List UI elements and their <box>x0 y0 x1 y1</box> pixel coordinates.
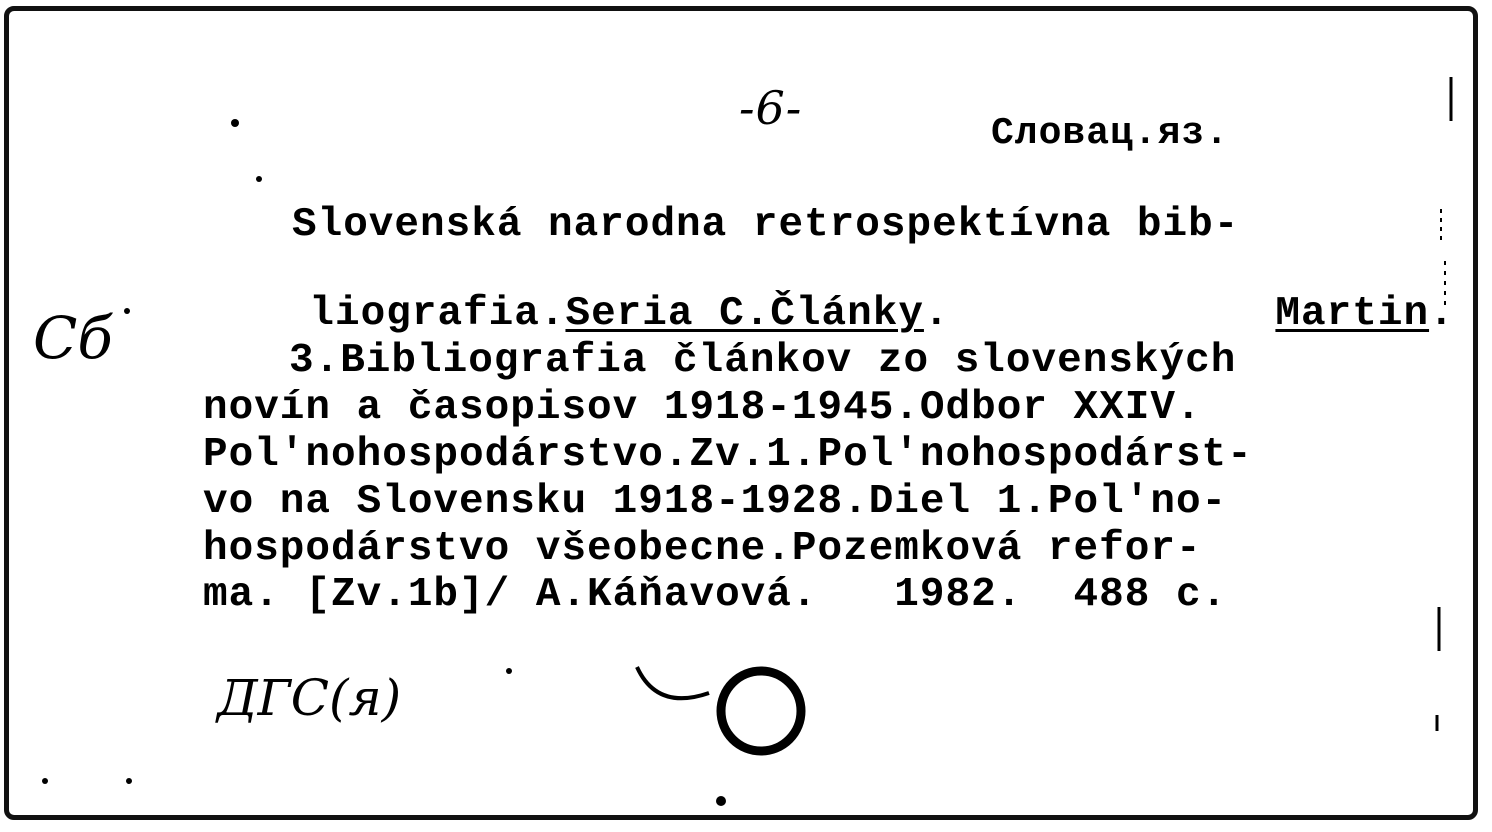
ink-dot <box>124 308 130 314</box>
card-marks <box>9 11 1473 815</box>
entry1-dot: . <box>923 291 950 337</box>
ink-dot <box>126 778 132 784</box>
handwritten-margin-mark: Cб <box>33 304 113 372</box>
entry2-line5: hospodárstvo všeobecne.Pozemková refor- <box>203 526 1202 572</box>
entry2-line1: 3.Bibliografia článkov zo slovenských <box>289 338 1237 384</box>
handwritten-location-code: ДГС(я) <box>217 669 402 727</box>
entry2-line6: ma. [Zv.1b]/ A.Káňavová. 1982. 488 c. <box>203 572 1228 618</box>
section-label: Словац.яз. <box>991 112 1230 155</box>
pen-stroke-mark <box>637 667 709 698</box>
entry1-place: Martin <box>1275 291 1430 337</box>
ink-dot <box>256 176 262 182</box>
entry2-line3: Pol'nohospodárstvo.Zv.1.Pol'nohospodárst- <box>203 432 1253 478</box>
punch-hole <box>721 671 801 751</box>
ink-dot <box>231 119 239 127</box>
page-number: -6- <box>739 81 803 135</box>
entry1-end: . <box>1429 291 1455 337</box>
entry2-line4: vo na Slovensku 1918-1928.Diel 1.Pol'no- <box>203 479 1228 525</box>
ink-dot <box>42 778 48 784</box>
ink-dot <box>506 668 512 674</box>
entry1-prefix: liografia. <box>309 291 566 337</box>
entry1-series: Seria C.Články <box>565 291 924 337</box>
catalog-card <box>4 6 1478 820</box>
ink-dot <box>716 796 726 806</box>
entry1-line1: Slovenská narodna retrospektívna bib- <box>292 202 1240 248</box>
entry2-line2: novín a časopisov 1918-1945.Odbor XXIV. <box>203 385 1202 431</box>
